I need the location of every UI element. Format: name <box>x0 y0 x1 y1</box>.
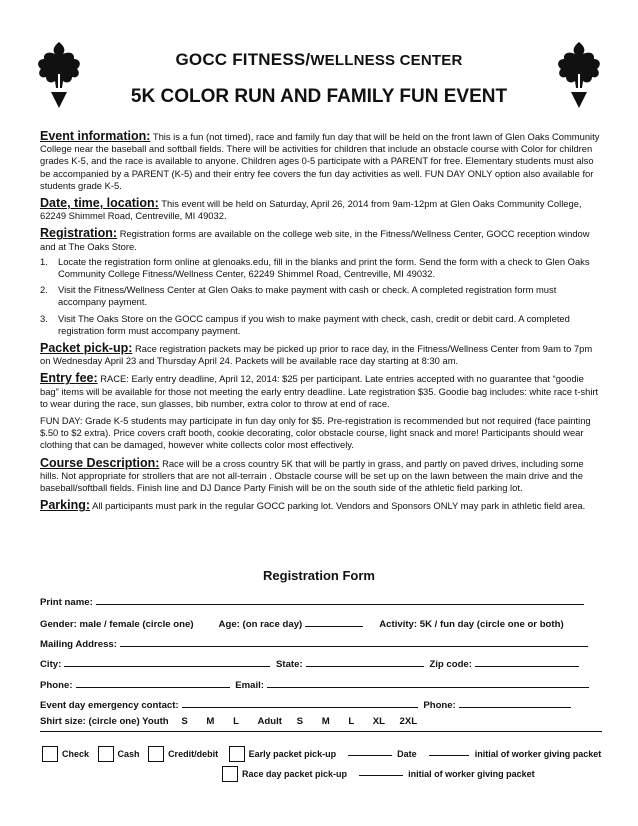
list-item: 2. Visit the Fitness/Wellness Center at Glen Oaks to make payment with cash or check. A completed registration form must accompany payment. <box>40 284 557 308</box>
adult-label: Adult <box>257 716 282 727</box>
page-subtitle: 5K COLOR RUN AND FAMILY FUN EVENT <box>130 86 508 107</box>
city-field[interactable] <box>64 657 270 667</box>
course-section <box>40 457 600 495</box>
shirt-size-row: Shirt size: (circle one) Youth S M L Adult S M L XL 2XL <box>40 716 418 727</box>
zip-code-field[interactable] <box>475 657 579 667</box>
form-divider <box>40 731 602 732</box>
size-option[interactable]: S <box>181 716 188 727</box>
fun-day-text: FUN DAY: Grade K-5 students may participate in fun day only for $5. Pre-registration is recommended but not required (face painting $.50 to $2 extra). Price covers craft booth, cookie decorating, color obstacle course, light snack and more! Participants should wear clothing that can be damaged, however white collects color most effectively. <box>40 415 591 451</box>
size-option[interactable]: S <box>296 716 304 727</box>
packet-text: Race registration packets may be picked up prior to race day, in the Fitness/Wellness Center from 9am to 7pm on Wednesday April 23 and Thursday April 24. Packets will be available race day starting at 8:30 am. <box>40 343 593 367</box>
early-packet-checkbox[interactable] <box>229 746 245 762</box>
race-day-initial-field[interactable] <box>359 766 403 776</box>
check-checkbox[interactable] <box>42 746 58 762</box>
emergency-phone-field[interactable] <box>459 698 571 708</box>
registration-heading: Registration: <box>40 226 118 241</box>
packet-heading: Packet pick-up: <box>40 341 133 356</box>
entry-fee-heading: Entry fee: <box>40 371 98 386</box>
entry-fee-section <box>40 372 600 410</box>
course-text: Race will be a cross country 5K that will be partly in grass, and partly on paved drives, including some hills. Not appropriate for strollers that are not all-terrain . Obstacle course will be set up on the lawn between the main drive and the baseball/softball fields. Finish line and DJ Dance Party Finish will be on the south side of the athletic field parking lot. <box>40 457 584 494</box>
size-option[interactable]: L <box>233 716 239 727</box>
size-option[interactable]: L <box>348 716 355 727</box>
registration-section <box>40 227 600 252</box>
date-time-section <box>40 197 600 222</box>
entry-fee-text: RACE: Early entry deadline, April 12, 2014: $25 per participant. Late entries accepted with no guarantee that “goodie bag” items will be available for those not meeting the early entry deadline. Late registration $35. Goodie bag includes: white race t-shirt to wear during the race, sun glasses, bib number, extra color to throw at end of race. <box>40 373 599 409</box>
cash-checkbox[interactable] <box>98 746 114 762</box>
race-day-packet-checkbox[interactable] <box>222 766 238 782</box>
race-day-packet-row: Race day packet pick-up initial of worker giving packet <box>222 766 541 782</box>
credit-debit-checkbox[interactable] <box>148 746 164 762</box>
parking-section <box>40 499 600 512</box>
mailing-row: Mailing Address: <box>40 637 591 650</box>
state-field[interactable] <box>306 657 424 667</box>
event-info-text: This is a fun (not timed), race and family fun day that will be held on the front lawn of Glen Oaks Community College near the baseball and softball fields. There will be activities for children that include an obstacle course with Color for children grades K-5, and the race is available to anyone. Children ages 0-5 participate with a PARENT for free. Elementary students must also be accompanied by a PARENT (K-5) and their entry fee covers the fun day activities as well. FUN DAY ONLY option also available for students grade K-5. <box>40 131 600 191</box>
emergency-contact-field[interactable] <box>182 698 418 708</box>
age-field[interactable] <box>305 617 363 627</box>
form-title: Registration Form <box>263 568 375 583</box>
list-item: 3. Visit The Oaks Store on the GOCC campus if you wish to make payment with check, cash, credit or debit card. A completed registration form must accompany payment. <box>40 312 570 336</box>
size-option[interactable]: M <box>321 716 330 727</box>
size-option[interactable]: XL <box>372 716 385 727</box>
course-heading: Course Description: <box>40 455 160 470</box>
early-packet-initial-field[interactable] <box>429 746 469 756</box>
packet-section <box>40 342 600 367</box>
print-name-row: Print name: <box>40 595 587 608</box>
city-state-zip-row: City: State: Zip code: <box>40 657 582 670</box>
phone-field[interactable] <box>76 678 230 688</box>
parking-heading: Parking: <box>40 498 91 513</box>
registration-text: Registration forms are available on the college web site, in the Fitness/Wellness Center, GOCC reception window and at The Oaks Store. <box>40 228 590 252</box>
event-info-heading: Event information: <box>40 129 151 143</box>
size-option[interactable]: M <box>206 716 215 727</box>
mailing-address-field[interactable] <box>120 637 588 647</box>
emergency-row: Event day emergency contact: Phone: <box>40 698 574 711</box>
event-details <box>40 130 600 517</box>
early-packet-date-field[interactable] <box>348 746 392 756</box>
phone-email-row: Phone: Email: <box>40 678 592 691</box>
page-title: GOCC FITNESS/WELLNESS CENTER <box>175 50 463 69</box>
registration-steps <box>40 256 600 337</box>
parking-text: All participants must park in the regular GOCC parking lot. Vendors and Sponsors ONLY may park in athletic field area. <box>90 500 586 512</box>
size-option[interactable]: 2XL <box>399 716 418 727</box>
date-time-text: This event will be held on Saturday, April 26, 2014 from 9am-12pm at Glen Oaks Community College, 62249 Shimmel Road, Centreville, MI 49032. <box>40 198 582 222</box>
print-name-field[interactable] <box>96 595 584 605</box>
gender-age-activity-row: Gender: male / female (circle one) Age: (on race day) Activity: 5K / fun day (circle one or both) <box>40 619 564 630</box>
payment-options-row: Check Cash Credit/debit Early packet pick-up Date initial of worker giving packet <box>42 746 607 762</box>
date-time-heading: Date, time, location: <box>40 196 159 211</box>
email-field[interactable] <box>267 678 589 688</box>
event-info-section <box>40 130 600 192</box>
list-item: 1. Locate the registration form online at glenoaks.edu, fill in the blanks and print the form. Send the form with a check to Glen Oaks Community College Fitness/Wellness Center, 62249 Shimmel Road, Centreville, MI 49032. <box>40 255 590 280</box>
